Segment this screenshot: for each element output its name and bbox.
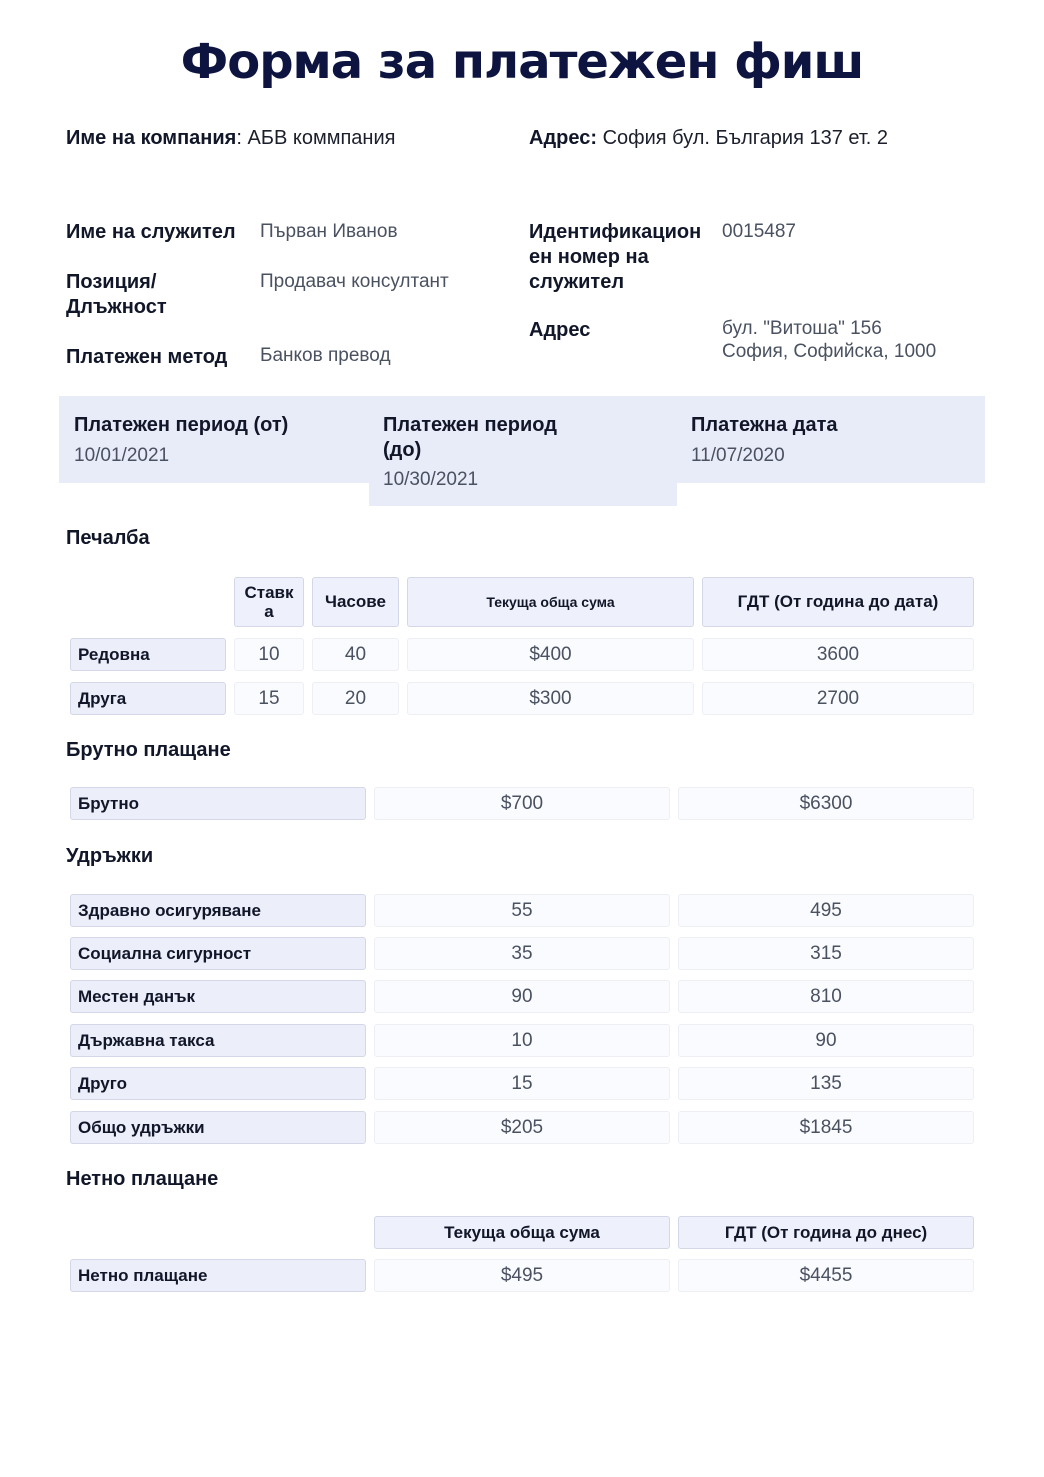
company-address-value: София бул. България 137 ет. 2 <box>602 127 889 149</box>
deduction-row-label: Държавна такса <box>70 1024 366 1057</box>
deduction-row-label: Местен данък <box>70 980 366 1013</box>
company-address-label: Адрес: <box>529 127 597 149</box>
employee-address-value <box>722 317 936 363</box>
payment-method-value: Банков превод <box>260 345 391 366</box>
company-address <box>529 127 888 150</box>
earnings-section-title: Печалба <box>66 527 150 549</box>
header-ytd: ГДТ (От година до дата) <box>702 577 974 627</box>
company-name-value: АБВ коммпания <box>247 127 396 149</box>
employee-address-label: Адрес <box>529 319 591 341</box>
pay-date-value: 11/07/2020 <box>691 445 785 466</box>
employee-id-value: 0015487 <box>722 221 796 242</box>
deduction-total-ytd-cell: $1845 <box>678 1111 974 1144</box>
deduction-row-label: Здравно осигуряване <box>70 894 366 927</box>
header-hours: Часове <box>312 577 399 627</box>
employee-name-label: Име на служител <box>66 221 236 243</box>
earnings-rate-cell: 15 <box>234 682 304 715</box>
deductions-section-title: Удръжки <box>66 845 154 867</box>
pay-date-label: Платежна дата <box>691 414 838 436</box>
deduction-row-label: Друго <box>70 1067 366 1100</box>
period-to-label <box>383 413 557 463</box>
net-header-ytd: ГДТ (От година до днес) <box>678 1216 974 1249</box>
employee-id-label-line-3: служител <box>529 271 625 293</box>
gross-row-label: Брутно <box>70 787 366 820</box>
period-to-label-line-2: (до) <box>383 439 422 461</box>
employee-name-value: Първан Иванов <box>260 221 398 242</box>
header-rate-line-2: а <box>264 602 274 621</box>
net-current-cell: $495 <box>374 1259 670 1292</box>
net-header-current: Текуща обща сума <box>374 1216 670 1249</box>
deduction-ytd-cell: 135 <box>678 1067 974 1100</box>
position-value: Продавач консултант <box>260 271 449 292</box>
deduction-current-cell: 55 <box>374 894 670 927</box>
deduction-total-current-cell: $205 <box>374 1111 670 1144</box>
employee-address-line-1: бул. "Витоша" 156 <box>722 318 882 339</box>
gross-section-title: Брутно плащане <box>66 739 231 761</box>
net-row-label: Нетно плащане <box>70 1259 366 1292</box>
earnings-ytd-cell: 3600 <box>702 638 974 671</box>
deduction-ytd-cell: 315 <box>678 937 974 970</box>
position-label-line-2: Длъжност <box>66 296 167 318</box>
gross-ytd-cell: $6300 <box>678 787 974 820</box>
employee-address-line-2: София, Софийска, 1000 <box>722 341 937 362</box>
position-label <box>66 270 167 320</box>
gross-current-cell: $700 <box>374 787 670 820</box>
deduction-current-cell: 15 <box>374 1067 670 1100</box>
period-to-label-line-1: Платежен период <box>383 414 557 436</box>
employee-id-label <box>529 220 701 295</box>
earnings-rate-cell: 10 <box>234 638 304 671</box>
employee-id-label-line-1: Идентификацион <box>529 221 702 243</box>
payment-method-label: Платежен метод <box>66 346 228 368</box>
earnings-current-cell: $400 <box>407 638 694 671</box>
earnings-current-cell: $300 <box>407 682 694 715</box>
position-label-line-1: Позиция/ <box>66 271 157 293</box>
header-rate <box>234 577 304 627</box>
period-to-value: 10/30/2021 <box>383 469 479 490</box>
earnings-hours-cell: 20 <box>312 682 399 715</box>
period-from-label: Платежен период (от) <box>74 414 289 436</box>
deduction-ytd-cell: 810 <box>678 980 974 1013</box>
deduction-ytd-cell: 495 <box>678 894 974 927</box>
earnings-ytd-cell: 2700 <box>702 682 974 715</box>
deduction-current-cell: 90 <box>374 980 670 1013</box>
earnings-hours-cell: 40 <box>312 638 399 671</box>
net-section-title: Нетно плащане <box>66 1168 219 1190</box>
employee-id-label-line-2: ен номер на <box>529 246 649 268</box>
earnings-row-label: Редовна <box>70 638 226 671</box>
company-name-label: Име на компания <box>66 127 237 149</box>
net-ytd-cell: $4455 <box>678 1259 974 1292</box>
deduction-row-label: Социална сигурност <box>70 937 366 970</box>
company-name: Име на компания: АБВ коммпания <box>66 127 396 149</box>
page-title: Форма за платежен фиш <box>180 34 864 90</box>
deduction-ytd-cell: 90 <box>678 1024 974 1057</box>
deduction-total-label: Общо удръжки <box>70 1111 366 1144</box>
deduction-current-cell: 10 <box>374 1024 670 1057</box>
period-from-value: 10/01/2021 <box>74 445 170 466</box>
header-rate-line-1: Ставк <box>244 583 294 602</box>
header-current-total: Текуща обща сума <box>407 577 694 627</box>
deduction-current-cell: 35 <box>374 937 670 970</box>
earnings-row-label: Друга <box>70 682 226 715</box>
